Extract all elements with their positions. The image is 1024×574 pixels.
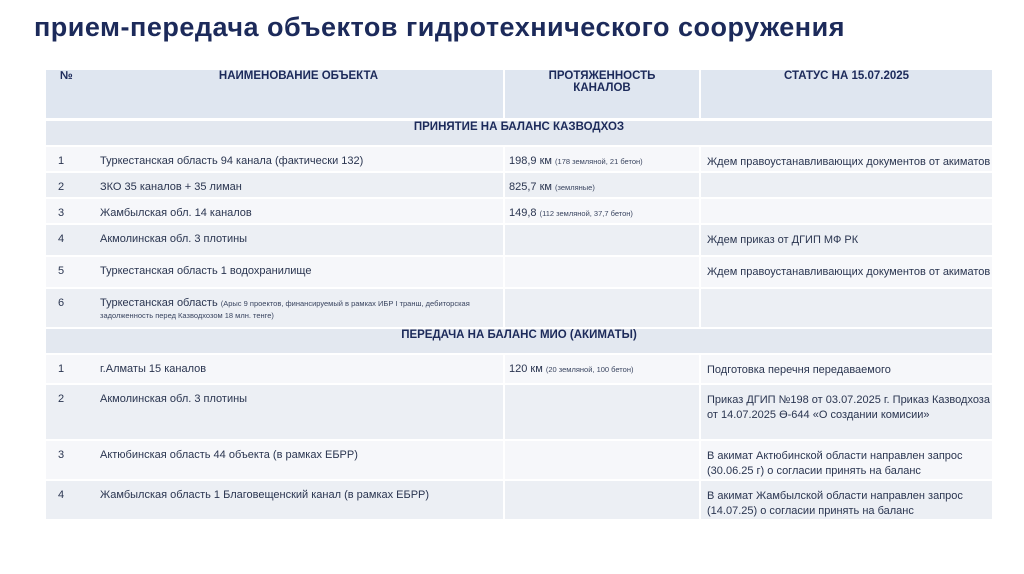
row-number: 5 xyxy=(46,256,94,288)
object-name-cell xyxy=(94,354,504,384)
table-row xyxy=(46,198,992,224)
status-cell xyxy=(700,172,992,198)
length-cell xyxy=(504,354,700,384)
length-value: 149,8 xyxy=(509,207,537,219)
object-name-cell xyxy=(94,146,504,172)
status-cell: В акимат Актюбинской области направлен запрос (30.06.25 г) о согласии принять на баланс xyxy=(700,440,992,480)
object-name: Туркестанская область 1 водохранилище xyxy=(100,265,312,277)
table-row xyxy=(46,354,992,384)
status-cell: Приказ ДГИП №198 от 03.07.2025 г. Приказ Казводхоза от 14.07.2025 Ө-644 «О создании комисии» xyxy=(700,384,992,440)
page-title: прием-передача объектов гидротехнического сооружения xyxy=(34,12,845,42)
status-cell: Ждем правоустанавливающих документов от акиматов xyxy=(700,146,992,172)
row-number: 2 xyxy=(46,384,94,440)
object-name-cell xyxy=(94,198,504,224)
length-value: 825,7 км xyxy=(509,181,552,193)
status-cell: В акимат Жамбылской области направлен запрос (14.07.25) о согласии принять на баланс xyxy=(700,480,992,520)
header-length: ПРОТЯЖЕННОСТЬ КАНАЛОВ xyxy=(504,70,700,120)
object-name: г.Алматы 15 каналов xyxy=(100,363,207,375)
length-cell xyxy=(504,288,700,328)
object-name: Акмолинская обл. 3 плотины xyxy=(100,233,248,245)
row-number: 4 xyxy=(46,224,94,256)
table-row xyxy=(46,172,992,198)
length-cell xyxy=(504,172,700,198)
object-name: Туркестанская область 94 канала (фактически 132) xyxy=(100,155,364,167)
length-cell xyxy=(504,256,700,288)
status-cell: Ждем приказ от ДГИП МФ РК xyxy=(700,224,992,256)
length-cell xyxy=(504,224,700,256)
objects-table xyxy=(46,70,992,521)
object-name: Жамбылская обл. 14 каналов xyxy=(100,207,252,219)
section-header xyxy=(46,328,992,354)
section-header xyxy=(46,120,992,147)
header-num: № xyxy=(46,70,94,120)
object-name-cell xyxy=(94,288,504,328)
header-status: СТАТУС НА 15.07.2025 xyxy=(700,70,992,120)
section-title: ПЕРЕДАЧА НА БАЛАНС МИО (АКИМАТЫ) xyxy=(46,328,992,354)
object-name: Акмолинская обл. 3 плотины xyxy=(100,393,248,405)
object-name: Туркестанская область xyxy=(100,297,218,309)
table-header-row xyxy=(46,70,992,120)
object-name-cell xyxy=(94,480,504,520)
row-number: 6 xyxy=(46,288,94,328)
row-number: 2 xyxy=(46,172,94,198)
object-name: Жамбылская область 1 Благовещенский канал (в рамках ЕБРР) xyxy=(100,489,430,501)
table-row xyxy=(46,224,992,256)
length-cell xyxy=(504,198,700,224)
object-name: Актюбинская область 44 объекта (в рамках ЕБРР) xyxy=(100,449,358,461)
row-number: 4 xyxy=(46,480,94,520)
status-cell: Подготовка перечня передаваемого xyxy=(700,354,992,384)
status-cell xyxy=(700,198,992,224)
table-row xyxy=(46,288,992,328)
length-note: (112 земляной, 37,7 бетон) xyxy=(539,209,633,218)
object-note: (Арыс 9 проектов, финансируемый в рамках ИБР I транш, дебиторская задолженность перед Казводхозом 18 млн. тенге) xyxy=(100,299,470,320)
length-cell xyxy=(504,480,700,520)
length-cell xyxy=(504,440,700,480)
header-name: НАИМЕНОВАНИЕ ОБЪЕКТА xyxy=(94,70,504,120)
object-name-cell xyxy=(94,440,504,480)
status-cell: Ждем правоустанавливающих документов от акиматов xyxy=(700,256,992,288)
object-name-cell xyxy=(94,172,504,198)
row-number: 3 xyxy=(46,198,94,224)
length-value: 120 км xyxy=(509,363,543,375)
length-value: 198,9 км xyxy=(509,155,552,167)
table-row xyxy=(46,146,992,172)
table-row xyxy=(46,480,992,520)
object-name-cell xyxy=(94,224,504,256)
object-name: ЗКО 35 каналов + 35 лиман xyxy=(100,181,242,193)
object-name-cell xyxy=(94,256,504,288)
table-row xyxy=(46,256,992,288)
length-cell xyxy=(504,146,700,172)
table-row xyxy=(46,384,992,440)
table-row xyxy=(46,440,992,480)
object-name-cell xyxy=(94,384,504,440)
row-number: 1 xyxy=(46,146,94,172)
row-number: 1 xyxy=(46,354,94,384)
status-cell xyxy=(700,288,992,328)
length-note: (178 земляной, 21 бетон) xyxy=(555,157,643,166)
length-note: (земляные) xyxy=(555,183,595,192)
row-number: 3 xyxy=(46,440,94,480)
length-note: (20 земляной, 100 бетон) xyxy=(545,365,634,374)
length-cell xyxy=(504,384,700,440)
section-title: ПРИНЯТИЕ НА БАЛАНС КАЗВОДХОЗ xyxy=(46,120,992,147)
